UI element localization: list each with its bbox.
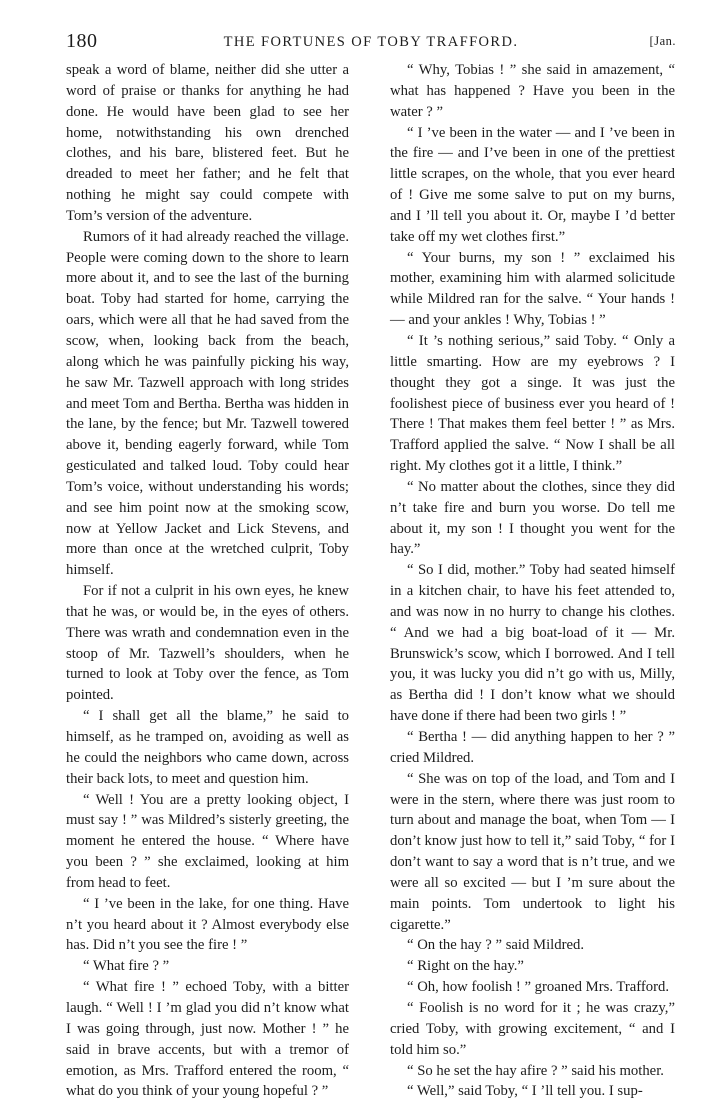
paragraph: “ What fire ! ” echoed Toby, with a bitter laugh. “ Well ! I ’m glad you did n’t know what I was going through, just now. Mother ! ” he said in brave accents, but with a tremor of emotion, as Mrs. Trafford entered the room, “ what do you think of your young hopeful ? ” — [66, 979, 349, 1100]
paragraph: “ I ’ve been in the water — and I ’ve been in the fire — and I’ve been in one of the prettiest little scrapes, on the whole, that you ever heard of ! Give me some salve to put on my burns, and I ’ll tell you about it. Or, maybe I ’d better take off my wet clothes first.” — [390, 124, 675, 245]
paragraph: “ Oh, how foolish ! ” groaned Mrs. Trafford. — [407, 979, 670, 996]
paragraph: “ Why, Tobias ! ” she said in amazement, “ what has happened ? Have you been in the water ? ” — [390, 62, 675, 120]
paragraph: “ Your burns, my son ! ” exclaimed his mother, examining him with alarmed solicitude while Mildred ran for the salve. “ Your hands ! — and your ankles ! Why, Tobias ! ” — [390, 249, 675, 329]
right-column — [390, 60, 675, 1102]
paragraph: For if not a culprit in his own eyes, he knew that he was, or would be, in the eyes of others. There was wrath and condemnation even in the stoop of Mr. Tazwell’s shoulders, when he turned to look at Toby over the fence, as Tom pointed. — [66, 583, 349, 704]
paragraph: “ On the hay ? ” said Mildred. — [407, 937, 585, 954]
page-number: 180 — [66, 30, 98, 52]
paragraph: “ Right on the hay.” — [407, 958, 524, 975]
paragraph: “ I shall get all the blame,” he said to himself, as he tramped on, avoiding as well as he could the neighbors who came down, across their back lots, to meet and question him. — [66, 708, 349, 787]
paragraph: speak a word of blame, neither did she utter a word of praise or thanks for anything he had done. He would have been glad to see her home, notwithstanding his own drenched clothes, and his bare, blistered feet. But he dreaded to meet her father; and he felt that nothing he might say could compete with Tom’s version of the adventure. — [66, 62, 349, 224]
page-header — [66, 30, 676, 54]
paragraph: “ No matter about the clothes, since they did n’t take fire and burn you worse. Do tell me about it, my son ! I thought you went for the hay.” — [390, 478, 675, 558]
paragraph: Rumors of it had already reached the village. People were coming down to the shore to learn more about it, and to see the last of the burning boat. Toby had started for home, carrying the oars, which were all that he had saved from the scow, when, looking back from the beach, along which he was painfully picking his way, he saw Mr. Tazwell approach with long strides and meet Tom and Bertha. Bertha was hidden in the lane, by the fence; but Mr. Tazwell towered above it, bending eagerly forward, while Tom gesticulated and talked loud. Toby could hear Tom’s voice, without understanding his words; and see him point now at the smoking scow, now at Yellow Jacket and Lick Stevens, and more than once at the wretched culprit, Toby himself. — [66, 228, 349, 579]
paragraph: “ Foolish is no word for it ; he was crazy,” cried Toby, with growing excitement, “ and I told him so.” — [390, 999, 675, 1058]
left-column — [66, 60, 349, 1102]
running-title: THE FORTUNES OF TOBY TRAFFORD. — [223, 34, 519, 50]
paragraph: “ She was on top of the load, and Tom and I were in the stern, where there was just room to turn about and manage the boat, when Tom — I don’t know just how to tell it,” said Toby, “ for I don’t want to say a word that is n’t true, and we were all so excited — but I ’m sure about the main points. Tom undertook to light his cigarette.” — [390, 770, 675, 933]
paragraph: “ Well ! You are a pretty looking object, I must say ! ” was Mildred’s sisterly greeting, the moment he entered the house. “ Where have you been ? ” she exclaimed, looking at him from head to feet. — [66, 791, 349, 891]
paragraph: “ What fire ? ” — [83, 958, 170, 975]
month-label: [Jan. — [649, 34, 676, 48]
paragraph: “ Bertha ! — did anything happen to her ? ” cried Mildred. — [390, 729, 675, 766]
paragraph: “ It ’s nothing serious,” said Toby. “ Only a little smarting. How are my eyebrows ? I thought they got a singe. It was just the foolishest piece of business ever you heard of ! There ! That makes them feel better ! ” as Mrs. Trafford applied the salve. “ Now I shall be all right. My clothes got it a little, I think.” — [390, 332, 675, 475]
paragraph: “ I ’ve been in the lake, for one thing. Have n’t you heard about it ? Almost everybody else has. Did n’t you see the fire ! ” — [66, 895, 349, 954]
paragraph: “ So I did, mother.” Toby had seated himself in a kitchen chair, to have his feet attended to, and was now in no hurry to change his clothes. “ And we had a big boat-load of it — Mr. Brunswick’s scow, which I borrowed. And I tell you, it was lucky you did n’t go with us, Milly, as Bertha did ! I don’t know what we should have done if there had been two girls ! ” — [390, 562, 675, 725]
paragraph: “ Well,” said Toby, “ I ’ll tell you. I sup- — [407, 1083, 643, 1100]
paragraph: “ So he set the hay afire ? ” said his mother. — [407, 1062, 664, 1079]
